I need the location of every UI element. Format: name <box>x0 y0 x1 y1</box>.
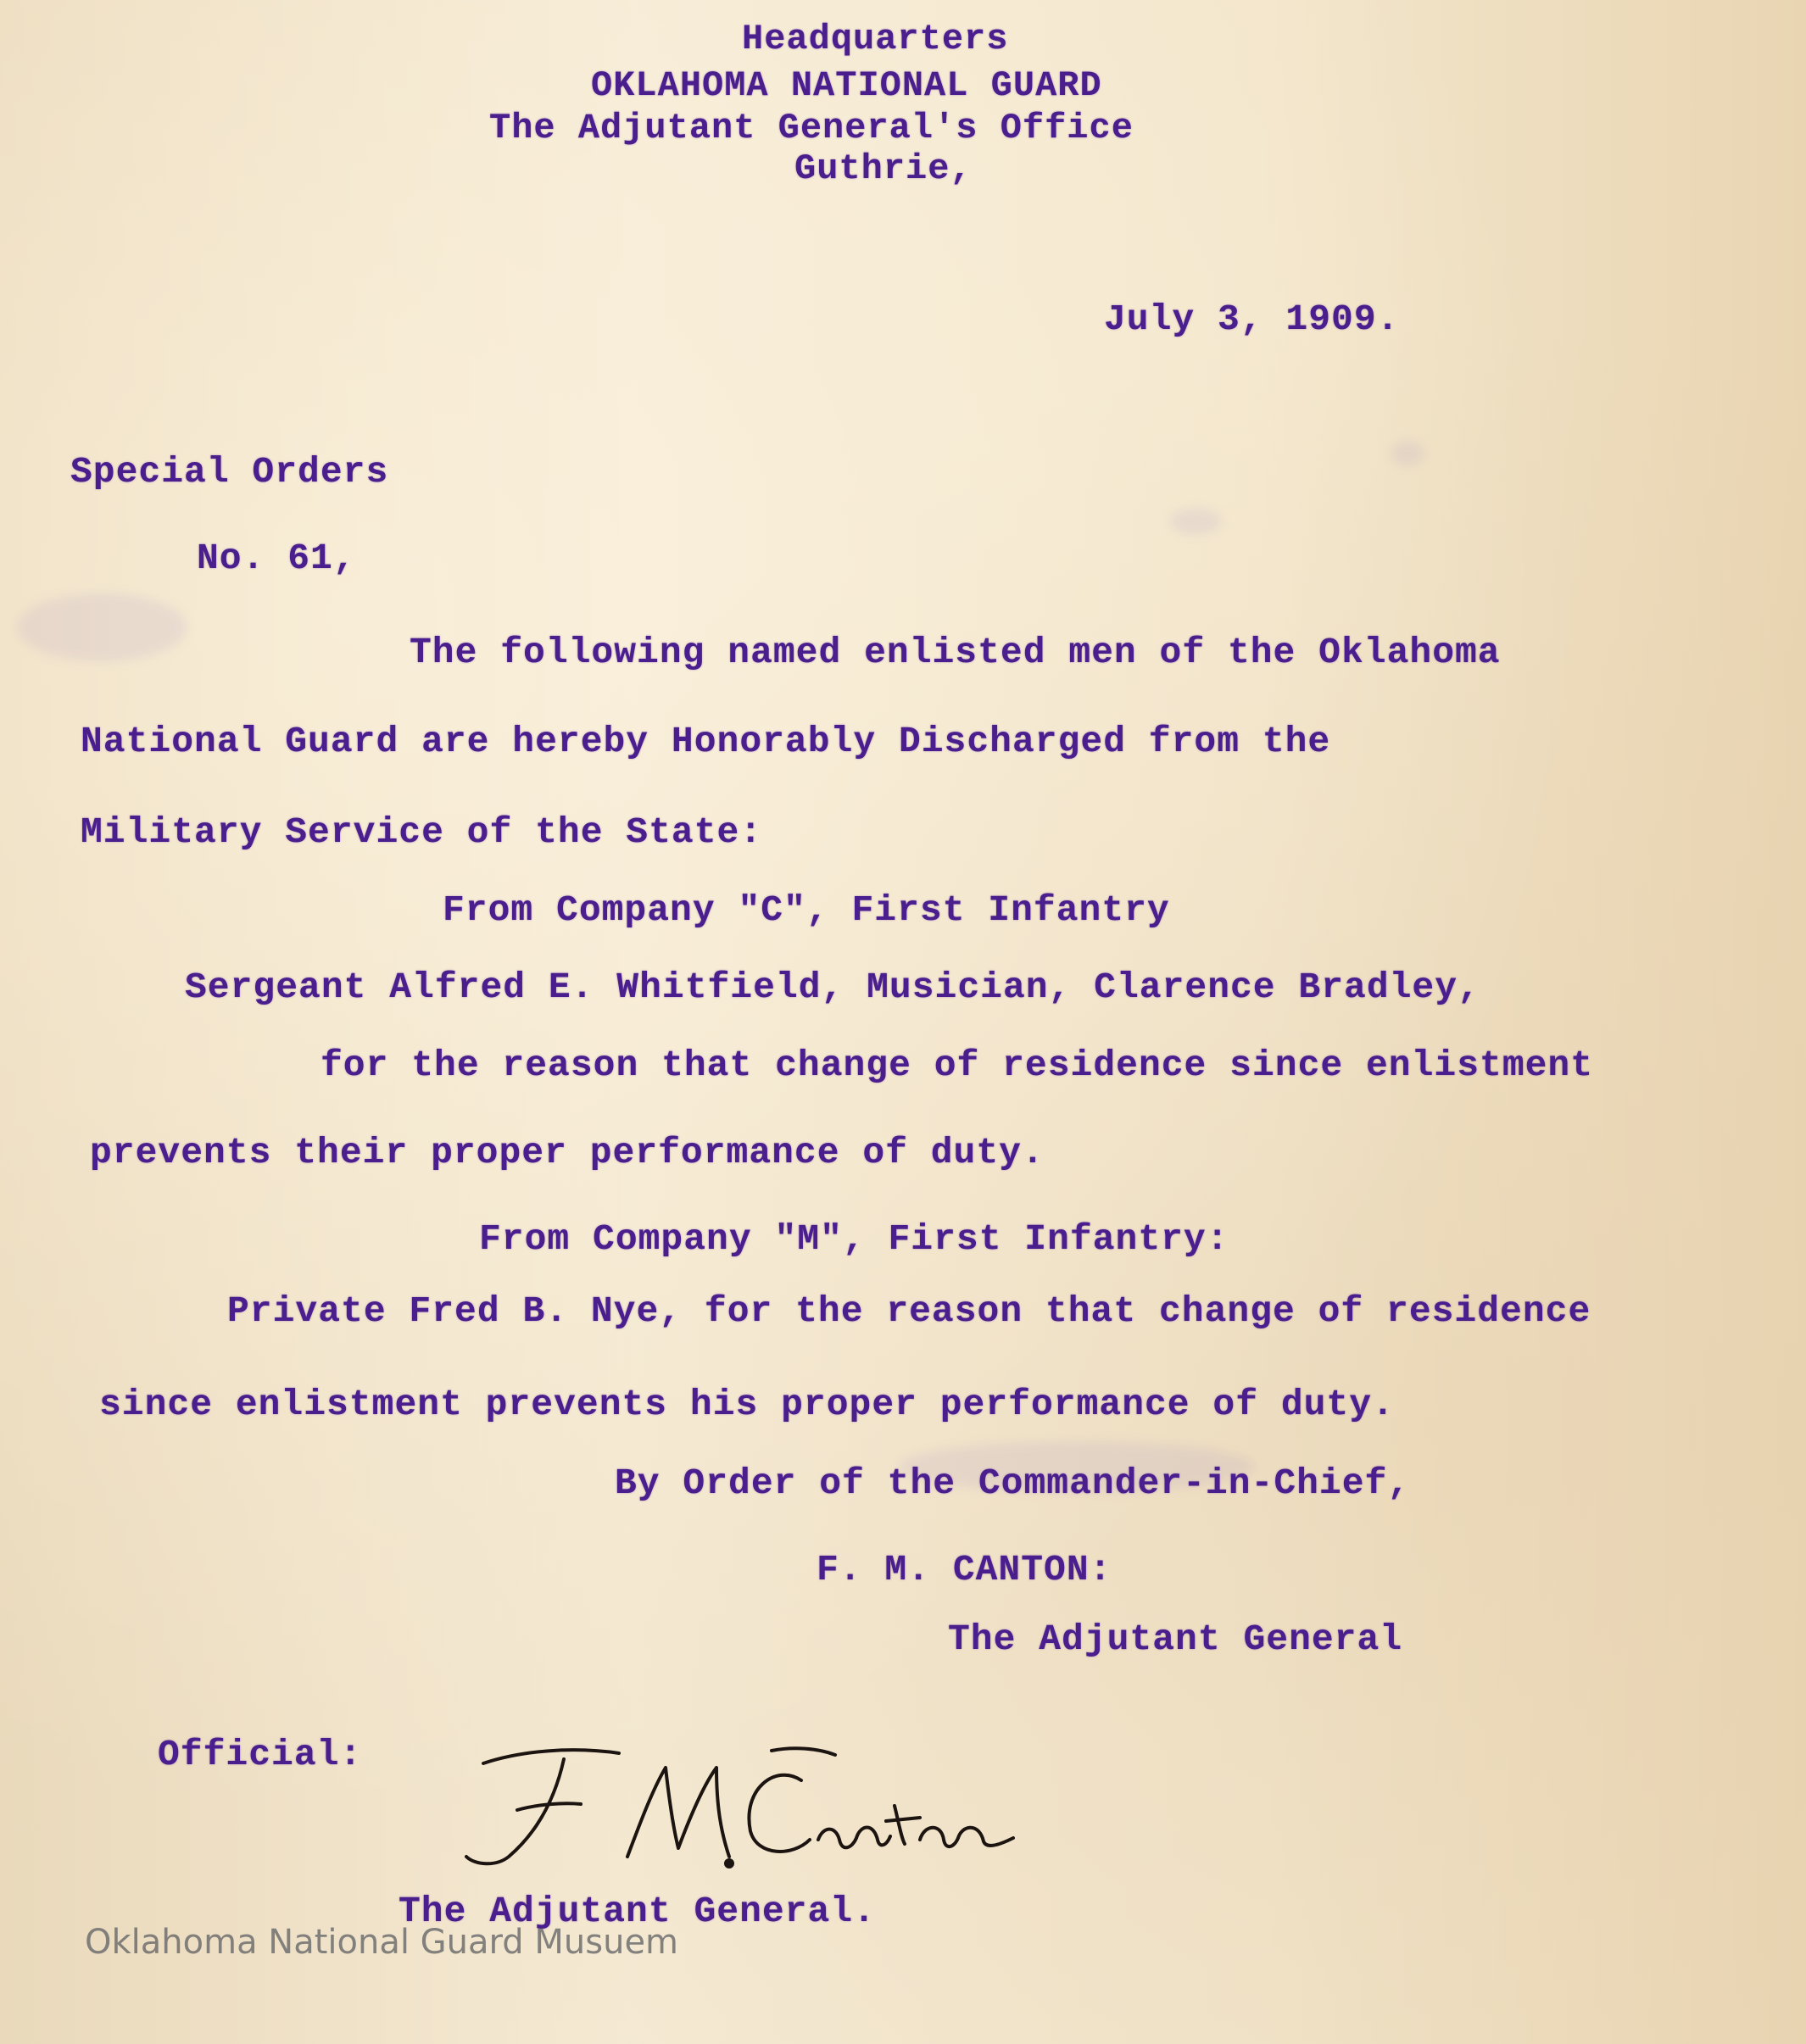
handwritten-signature <box>437 1729 1064 1882</box>
company-c-reason: for the reason that change of residence since enlistment <box>321 1044 1594 1086</box>
letterhead-city: Guthrie, <box>794 148 973 189</box>
company-c-reason: prevents their proper performance of duty. <box>90 1132 1045 1173</box>
by-order-line: By Order of the Commander-in-Chief, <box>615 1462 1411 1504</box>
letterhead-organization: OKLAHOMA NATIONAL GUARD <box>591 65 1102 106</box>
ink-smudge <box>1391 441 1424 466</box>
document-date: July 3, 1909. <box>1104 298 1400 340</box>
signatory-name: F. M. CANTON: <box>817 1549 1112 1590</box>
special-orders-number: No. 61, <box>197 537 356 579</box>
company-m-entry: Private Fred B. Nye, for the reason that change of residence <box>227 1290 1591 1332</box>
company-m-entry: since enlistment prevents his proper performance of duty. <box>99 1384 1395 1425</box>
official-label: Official: <box>158 1734 363 1775</box>
ink-smudge <box>17 593 187 661</box>
ink-smudge <box>1170 509 1221 534</box>
body-line: The following named enlisted men of the Oklahoma <box>410 632 1501 673</box>
signatory-title: The Adjutant General <box>948 1618 1403 1660</box>
museum-watermark: Oklahoma National Guard Musuem <box>85 1923 679 1962</box>
letterhead-headquarters: Headquarters <box>742 19 1009 59</box>
special-orders-title: Special Orders <box>70 451 389 493</box>
company-c-names: Sergeant Alfred E. Whitfield, Musician, Clarence Bradley, <box>185 966 1480 1008</box>
body-line: National Guard are hereby Honorably Discharged from the <box>81 721 1331 762</box>
company-m-heading: From Company "M", First Infantry: <box>479 1218 1229 1260</box>
body-line: Military Service of the State: <box>81 811 763 853</box>
letterhead-office: The Adjutant General's Office <box>489 108 1134 148</box>
signature-title: The Adjutant General. <box>399 1891 876 1932</box>
company-c-heading: From Company "C", First Infantry <box>443 889 1170 931</box>
